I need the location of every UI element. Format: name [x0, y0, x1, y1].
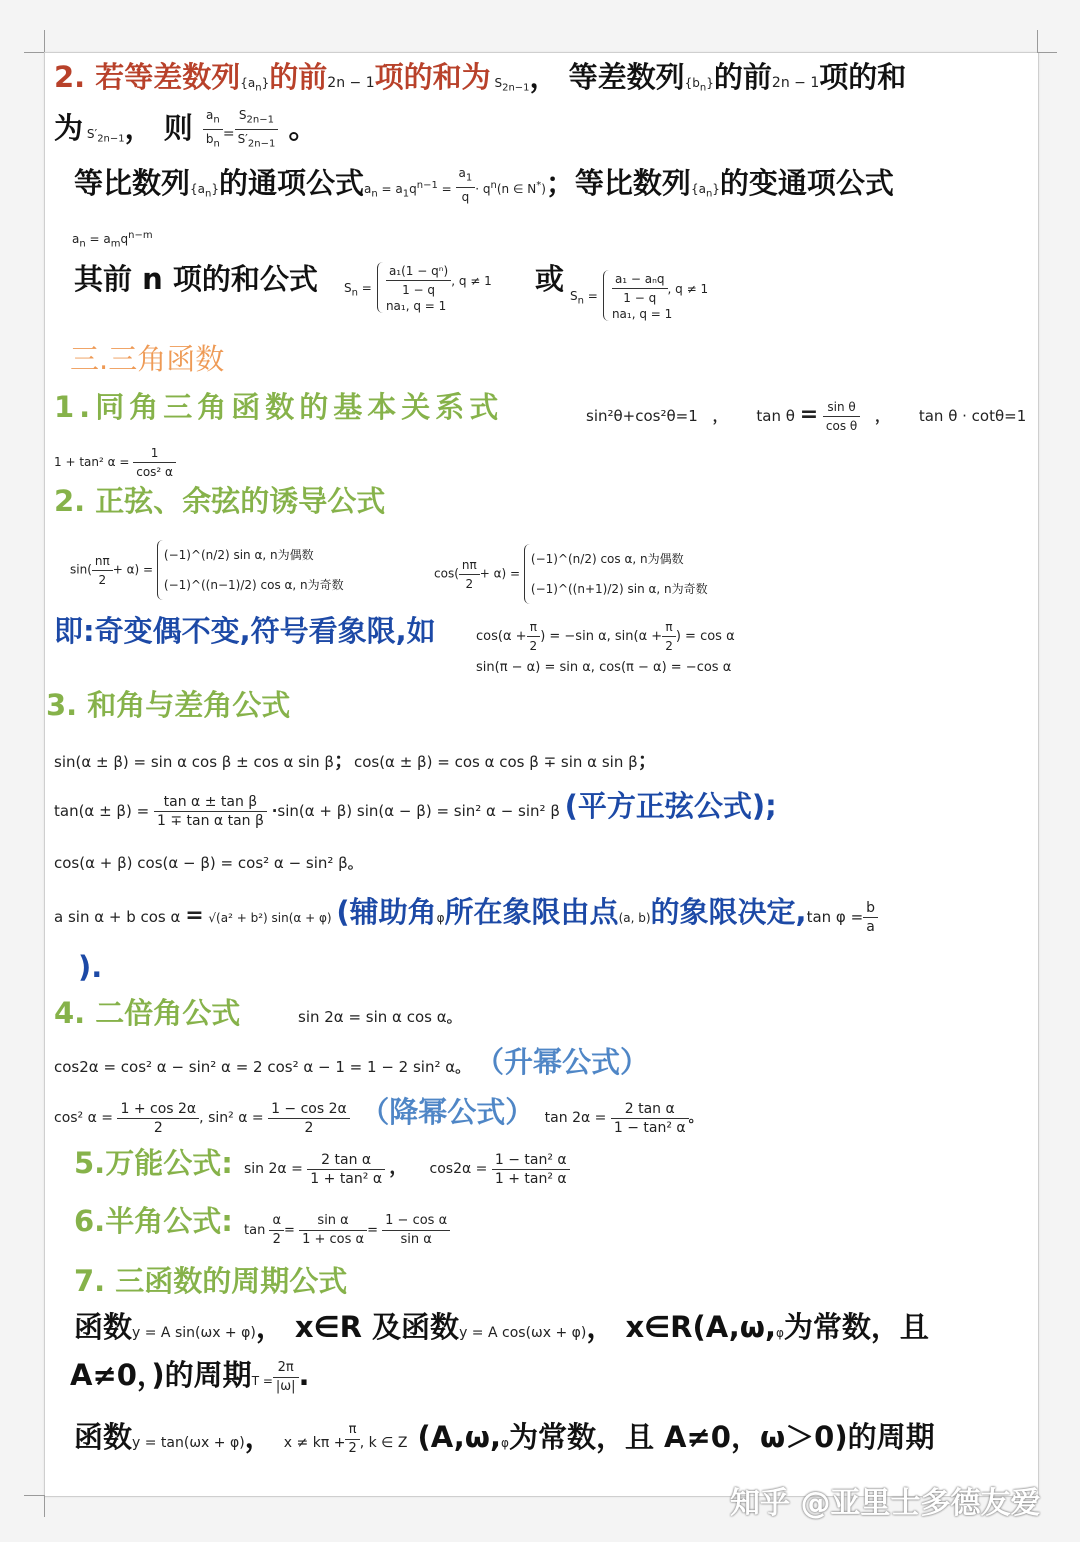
- double-formula-2: cos2α = cos² α − sin² α = 2 cos² α − 1 = 1 − 2 sin² α。 （升幂公式）: [54, 1045, 649, 1079]
- fraction: $\frac{\text{sin θ}}{\text{cos θ}}$: [823, 398, 860, 435]
- fraction: $\frac{\pi}{2}$: [662, 618, 676, 655]
- crop-mark: [1037, 52, 1057, 53]
- aux-angle-end: ).: [78, 950, 103, 984]
- double-formula-1: sin 2α = sin α cos α。: [298, 1008, 462, 1026]
- fraction: $\frac{1}{\text{cos² α}}$: [133, 444, 176, 481]
- universal-formulas: sin 2α = $\frac{\text{2 tan α}}{\text{1 + tan² α}}$ ， cos2α = $\frac{\text{1 − tan² α}}{\text{1 + tan² α}}$: [244, 1150, 570, 1188]
- fraction: $\frac{\pi}{2}$: [345, 1421, 359, 1458]
- heading-double: 4. 二倍角公式: [54, 996, 241, 1030]
- induction-cos: cos( $\frac{n\pi}{2}$ + α) = (−1)^(n/2) cos α, n为偶数 (−1)^((n+1)/2) sin α, n为奇数: [434, 544, 708, 604]
- fraction: $\frac{b}{a}$: [863, 899, 878, 936]
- sum-diff-formula-2: tan(α ± β) = $\frac{\text{tan α ± tan β}}{\text{1 ∓ tan α tan β}}$ ·sin(α + β) sin(α − β) = sin² α − sin² β (平方正弦公式);: [54, 789, 777, 829]
- fraction: $\frac{\text{a₁(1 − qⁿ)}}{1 - q}$: [386, 262, 451, 299]
- sum-diff-formula-3: cos(α + β) cos(α − β) = cos² α − sin² β。: [54, 854, 363, 872]
- crop-mark: [24, 1495, 44, 1496]
- math: 2n − 1: [327, 75, 375, 91]
- heading-identities: 1.同角三角函数的基本关系式: [54, 390, 504, 424]
- identity-formula-4: 1 + tan² α = $\frac{1}{\text{cos² α}}$: [54, 444, 176, 481]
- fraction: $\frac{\text{tan α ± tan β}}{\text{1 ∓ tan α tan β}}$: [154, 793, 267, 830]
- geo-sum-formula-2: $S_n$ = a₁ − aₙq 1 − q , q ≠ 1 na₁, q = 1: [570, 272, 709, 321]
- text: 2. 若等差数列: [54, 60, 241, 94]
- text: 的前: [713, 60, 772, 94]
- rule-text: 即:奇变偶不变,符号看象限,如: [54, 614, 436, 648]
- heading-universal: 5.万能公式:: [74, 1146, 233, 1180]
- heading-period: 7. 三函数的周期公式: [74, 1264, 348, 1298]
- crop-mark: [24, 52, 44, 53]
- crop-mark: [1037, 30, 1038, 52]
- identity-formulas: sin²θ+cos²θ=1 ， tan θ = $\frac{\text{sin θ}}{\text{cos θ}}$ ， tan θ · cotθ=1: [586, 400, 1027, 433]
- fraction: $\frac{\text{sin α}}{\text{1 + cos α}}$: [299, 1212, 367, 1249]
- text: 项的和为: [374, 60, 491, 94]
- fraction: $\frac{\pi}{2}$: [527, 618, 541, 655]
- fraction: $\frac{\alpha}{2}$: [269, 1212, 284, 1249]
- geo-sum-label: 其前 n 项的和公式: [74, 262, 318, 296]
- period-line-2: A≠0，)的周期T = $\frac{2\pi}{|\omega|}$ .: [70, 1358, 310, 1394]
- crop-mark: [44, 30, 45, 52]
- fraction: $\frac{\text{2 tan α}}{\text{1 − tan² α}}$: [611, 1100, 689, 1137]
- fraction: $\frac{n\pi}{2}$: [459, 556, 480, 593]
- rule-formula-2: sin(π − α) = sin α, cos(π − α) = −cos α: [476, 660, 732, 675]
- geo-sum-formula-1: $S_n$ = $\frac{\text{a₁(1 − qⁿ)}}{1 - q}$ , q ≠ 1 na₁, q = 1: [344, 264, 492, 313]
- fraction: $\frac{a_1}{q}$: [456, 164, 476, 206]
- arith-line-1: [54, 60, 906, 105]
- fraction: $\frac{\text{1 − tan² α}}{\text{1 + tan² α}}$: [492, 1151, 570, 1188]
- section-title-trig: 三.三角函数: [70, 342, 225, 376]
- fraction: $\frac{a_n}{b_n}$: [203, 106, 223, 154]
- induction-sin: sin( $\frac{n\pi}{2}$ + α) = (−1)^(n/2) sin α, n为偶数 (−1)^((n−1)/2) cos α, n为奇数: [70, 540, 344, 600]
- fraction: $\frac{\text{2 tan α}}{\text{1 + tan² α}}$: [307, 1151, 385, 1188]
- heading-induction: 2. 正弦、余弦的诱导公式: [54, 484, 386, 518]
- fraction: a₁ − aₙq 1 − q: [612, 270, 668, 307]
- math: $\{a_n\}$: [240, 76, 270, 94]
- math: $\{b_n\}$: [684, 76, 714, 94]
- text: 的前: [269, 60, 328, 94]
- geo-variant-formula: $a_n = a_mq^{n-m}$: [72, 230, 153, 250]
- period-line-3: 函数y = tan(ωx + φ)， x ≠ kπ + $\frac{\pi}{2}$ , k ∈ Z (A,ω,φ为常数，且 A≠0，ω＞0)的周期: [74, 1420, 935, 1456]
- heading-sum-diff: 3. 和角与差角公式: [46, 688, 291, 722]
- rule-formula-1: cos(α + $\frac{\pi}{2}$ ) = −sin α, sin(α + $\frac{\pi}{2}$ ) = cos α: [476, 620, 735, 653]
- crop-mark: [44, 1495, 45, 1517]
- watermark: 知乎 @亚里士多德友爱: [730, 1486, 1041, 1521]
- geo-line-1: 等比数列$\{a_n\}$的通项公式$a_n = a_1q^{n-1}$ = $\frac{a_1}{q}$ · $q^n(n$ ∈ N*)；等比数列$\{a_n\}$的变通项公式: [74, 166, 894, 205]
- arith-line-2: 为 $S'_{2n-1}$， 则 $\frac{a_n}{b_n}$ = $\frac{S_{2n-1}}{S'_{2n-1}}$ 。: [54, 106, 317, 156]
- fraction: $\frac{n\pi}{2}$: [92, 552, 113, 589]
- fraction: $\frac{1 + \cos 2\alpha}{2}$: [117, 1100, 199, 1137]
- text: ， 等差数列: [529, 60, 685, 94]
- text: 项的和: [819, 60, 907, 94]
- period-line-1: 函数y = A sin(ωx + φ)， x∈R 及函数y = A cos(ωx + φ)， x∈R(A,ω,φ为常数，且: [74, 1310, 929, 1344]
- double-formula-3: cos² α = $\frac{1 + \cos 2\alpha}{2}$ , sin² α = $\frac{1 - \cos 2\alpha}{2}$ （降幂公式） tan 2α = $\frac{\text{2 tan α}}{\text{1 − tan² α}}$ 。: [54, 1095, 703, 1136]
- fraction: $\frac{\text{1 − cos α}}{\text{sin α}}$: [382, 1212, 450, 1249]
- fraction: $\frac{1 - \cos 2\alpha}{2}$: [268, 1100, 350, 1137]
- aux-angle-formula: a sin α + b cos α = √(a² + b²) sin(α + φ) (辅助角φ所在象限由点(a, b)的象限决定,tan φ = $\frac{b}{a}$: [54, 890, 878, 936]
- or-word: 或: [535, 262, 565, 296]
- sum-diff-formula-1: sin(α ± β) = sin α cos β ± cos α sin β；cos(α ± β) = cos α cos β ∓ sin α sin β；: [54, 748, 658, 772]
- math: 2n − 1: [771, 75, 820, 91]
- heading-half: 6.半角公式:: [74, 1204, 233, 1238]
- fraction: $\frac{2\pi}{|\omega|}$: [273, 1359, 299, 1396]
- math: $S_{2n-1}$: [494, 76, 530, 94]
- fraction: $\frac{S_{2n-1}}{S'_{2n-1}}$: [235, 106, 279, 154]
- half-formulas: tan $\frac{\alpha}{2}$ = $\frac{\text{sin α}}{\text{1 + cos α}}$ = $\frac{\text{1 − cos α}}{\text{sin α}}$: [244, 1212, 450, 1249]
